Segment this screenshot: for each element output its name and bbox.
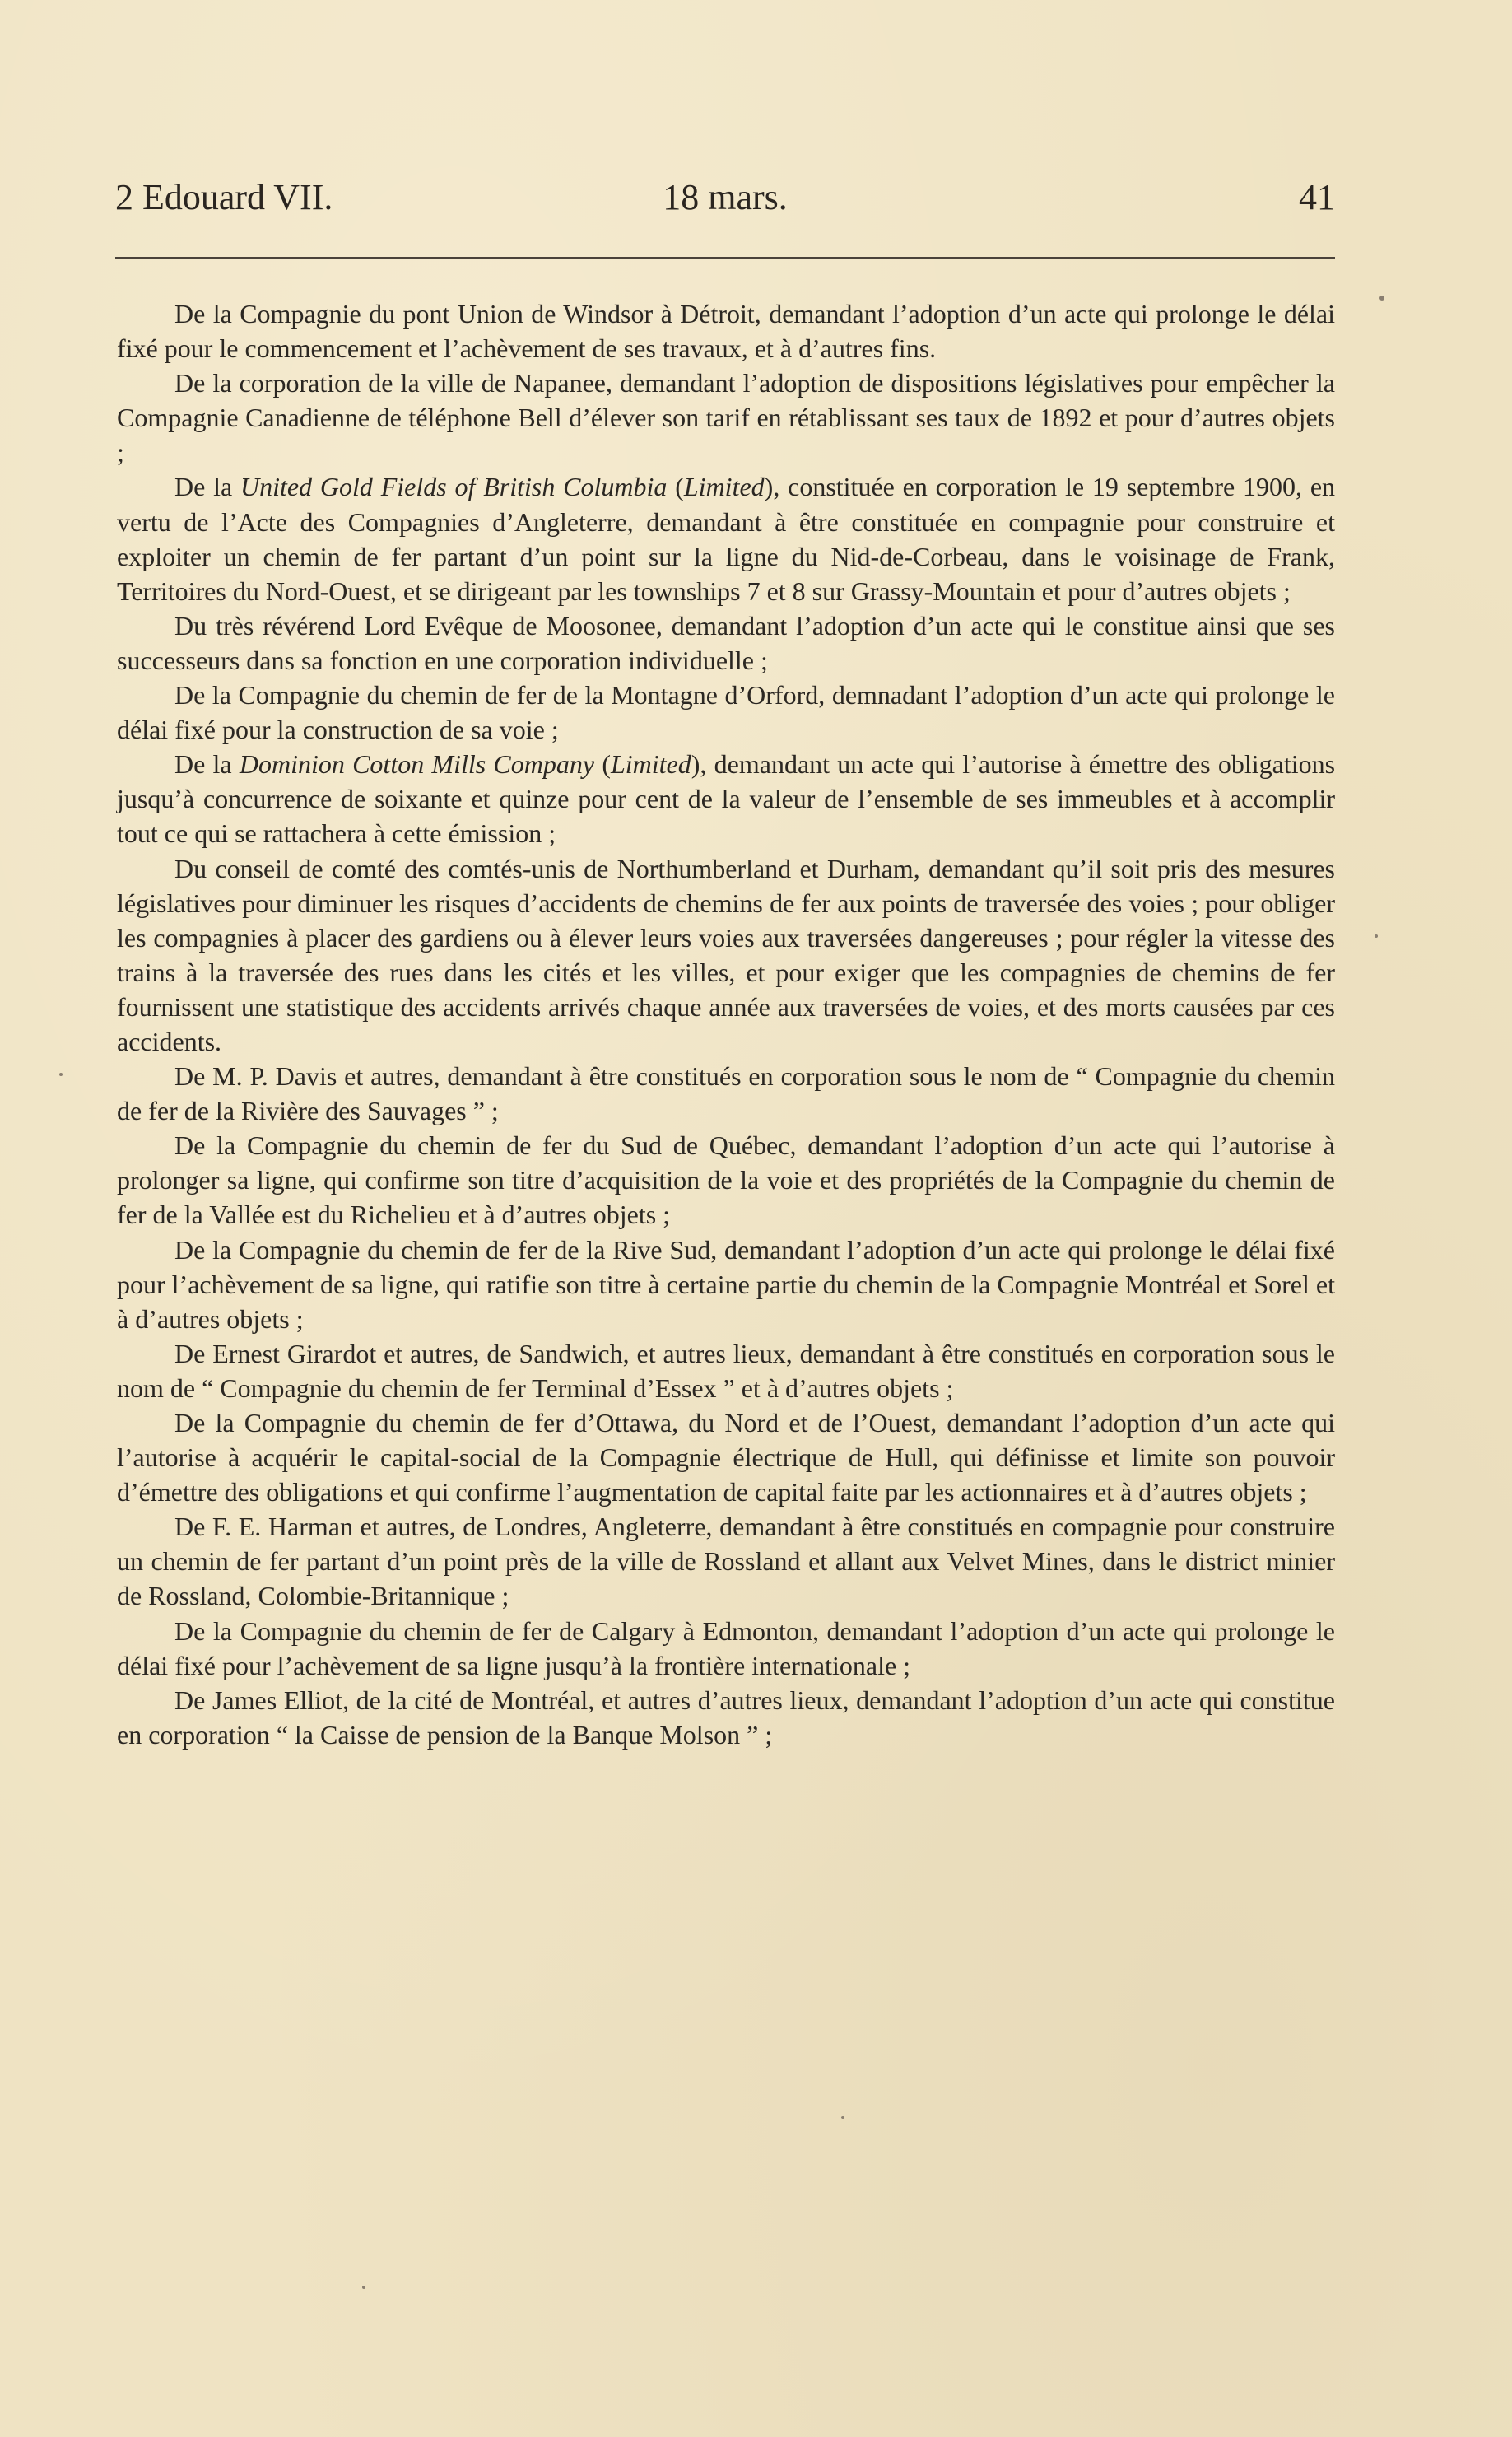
text-run: De la Compagnie du chemin de fer de la Rive Sud, demandant l’adoption d’un acte qui prolonge le délai fixé pour l’achèvement de sa ligne, qui ratifie son titre à certaine partie du chemin de la Compagnie Montréal et Sorel et à d’autres objets ; xyxy=(117,1234,1335,1334)
text-run: De James Elliot, de la cité de Montréal, et autres d’autres lieux, demandant l’adoption d’un acte qui constitue en corporation “ la Caisse de pension de la Banque Molson ” ; xyxy=(117,1684,1335,1750)
page-number: 41 xyxy=(1299,177,1335,217)
ink-speck xyxy=(841,2116,844,2119)
text-run: De la Compagnie du chemin de fer du Sud de Québec, demandant l’adoption d’un acte qui l’autorise à prolonger sa ligne, qui confirme son titre d’acquisition de la voie et des propriétés de la Compagnie du chemin de fer de la Vallée est du Richelieu et à d’autres objets ; xyxy=(117,1130,1335,1230)
text-run: ), demandant un acte qui l’autorise à émettre des obligations jusqu’à concurrence de soixante et quinze pour cent de la valeur de l’ensemble de ses immeubles et à accomplir tout ce qui se rattachera à cette émission ; xyxy=(117,749,1336,849)
ink-speck xyxy=(1379,296,1384,301)
petition-paragraph xyxy=(117,1614,1335,1683)
text-run: De la Compagnie du chemin de fer de la Montagne d’Orford, demnadant l’adoption d’un acte qui prolonge le délai fixé pour la construction de sa voie ; xyxy=(117,680,1335,745)
petition-paragraph xyxy=(117,1232,1335,1336)
italic-run: United Gold Fields of British Columbia xyxy=(240,472,668,502)
text-run: De la xyxy=(174,472,241,502)
text-run: ), constituée en corporation le 19 septembre 1900, en vertu de l’Acte des Compagnies d’Angleterre, demandant à être constituée en compagnie pour construire et exploiter un chemin de fer partant d’un point sur la ligne du Nid-de-Corbeau, dans le voisinage de Frank, Territoires du Nord-Ouest, et se dirigeant par les townships 7 et 8 sur Grassy-Mountain et pour d’autres objets ; xyxy=(117,472,1336,606)
text-run: De la Compagnie du chemin de fer d’Ottawa, du Nord et de l’Ouest, demandant l’adoption d’un acte qui l’autorise à acquérir le capital-social de la Compagnie électrique de Hull, qui définisse et limite son pouvoir d’émettre des obligations et qui confirme l’augmentation de capital faite par les actionnaires et à d’autres objets ; xyxy=(117,1408,1335,1507)
text-run: De F. E. Harman et autres, de Londres, Angleterre, demandant à être constitués en compagnie pour construire un chemin de fer partant d’un point près de la ville de Rossland et allant aux Velvet Mines, dans le district minier de Rossland, Colombie-Britannique ; xyxy=(117,1512,1335,1611)
date-label: 18 mars. xyxy=(663,177,788,217)
text-run: De la corporation de la ville de Napanee, demandant l’adoption de dispositions législatives pour empêcher la Compagnie Canadienne de téléphone Bell d’élever son tarif en rétablissant ses taux de 1892 et pour d’autres objets ; xyxy=(117,368,1335,468)
text-run: ( xyxy=(594,749,611,780)
petition-paragraph xyxy=(117,469,1335,608)
text-run: De la Compagnie du chemin de fer de Calgary à Edmonton, demandant l’adoption d’un acte qui prolonge le délai fixé pour l’achèvement de sa ligne jusqu’à la frontière internationale ; xyxy=(117,1615,1335,1680)
document-body xyxy=(117,296,1335,1752)
text-run: De la Compagnie du pont Union de Windsor à Détroit, demandant l’adoption d’un acte qui prolonge le délai fixé pour le commencement et l’achèvement de ses travaux, et à d’autres fins. xyxy=(117,299,1335,364)
petition-paragraph xyxy=(117,1059,1335,1128)
text-run: Du conseil de comté des comtés-unis de Northumberland et Durham, demandant qu’il soit pris des mesures législatives pour diminuer les risques d’accidents de chemins de fer aux points de traversée des voies ; pour obliger les compagnies à placer des gardiens ou à élever leurs voies aux traversées dangereuses ; pour régler la vitesse des trains à la traversée des rues dans les cités et les villes, et pour exiger que les compagnies de chemins de fer fournissent une statistique des accidents arrivés chaque année aux traversées de voies, et des morts causées par ces accidents. xyxy=(117,853,1335,1056)
text-run: Du très révérend Lord Evêque de Moosonee, demandant l’adoption d’un acte qui le constitue ainsi que ses successeurs dans sa fonction en une corporation individuelle ; xyxy=(117,610,1335,675)
header-rule-thick xyxy=(115,257,1335,259)
ink-speck xyxy=(59,1073,63,1076)
petition-paragraph xyxy=(117,1509,1335,1613)
session-label: 2 Edouard VII. xyxy=(115,177,333,217)
text-run: De Ernest Girardot et autres, de Sandwich, et autres lieux, demandant à être constitués en corporation sous le nom de “ Compagnie du chemin de fer Terminal d’Essex ” et à d’autres objets ; xyxy=(117,1338,1335,1403)
petition-paragraph xyxy=(117,608,1335,678)
italic-run: Dominion Cotton Mills Company xyxy=(239,749,595,780)
text-run: De la xyxy=(174,749,240,780)
petition-paragraph xyxy=(117,1128,1335,1232)
ink-speck xyxy=(1375,934,1378,938)
italic-run: Limited xyxy=(610,749,691,780)
italic-run: Limited xyxy=(683,472,765,502)
petition-paragraph xyxy=(117,747,1335,850)
petition-paragraph xyxy=(117,1336,1335,1405)
petition-paragraph xyxy=(117,851,1335,1060)
petition-paragraph xyxy=(117,296,1335,366)
petition-paragraph xyxy=(117,366,1335,469)
petition-paragraph xyxy=(117,1683,1335,1752)
page-header xyxy=(115,177,1335,226)
ink-speck xyxy=(362,2286,365,2289)
petition-paragraph xyxy=(117,1405,1335,1509)
text-run: ( xyxy=(667,472,684,502)
petition-paragraph xyxy=(117,678,1335,747)
text-run: De M. P. Davis et autres, demandant à être constitués en corporation sous le nom de “ Compagnie du chemin de fer de la Rivière des Sauvages ” ; xyxy=(117,1061,1335,1126)
